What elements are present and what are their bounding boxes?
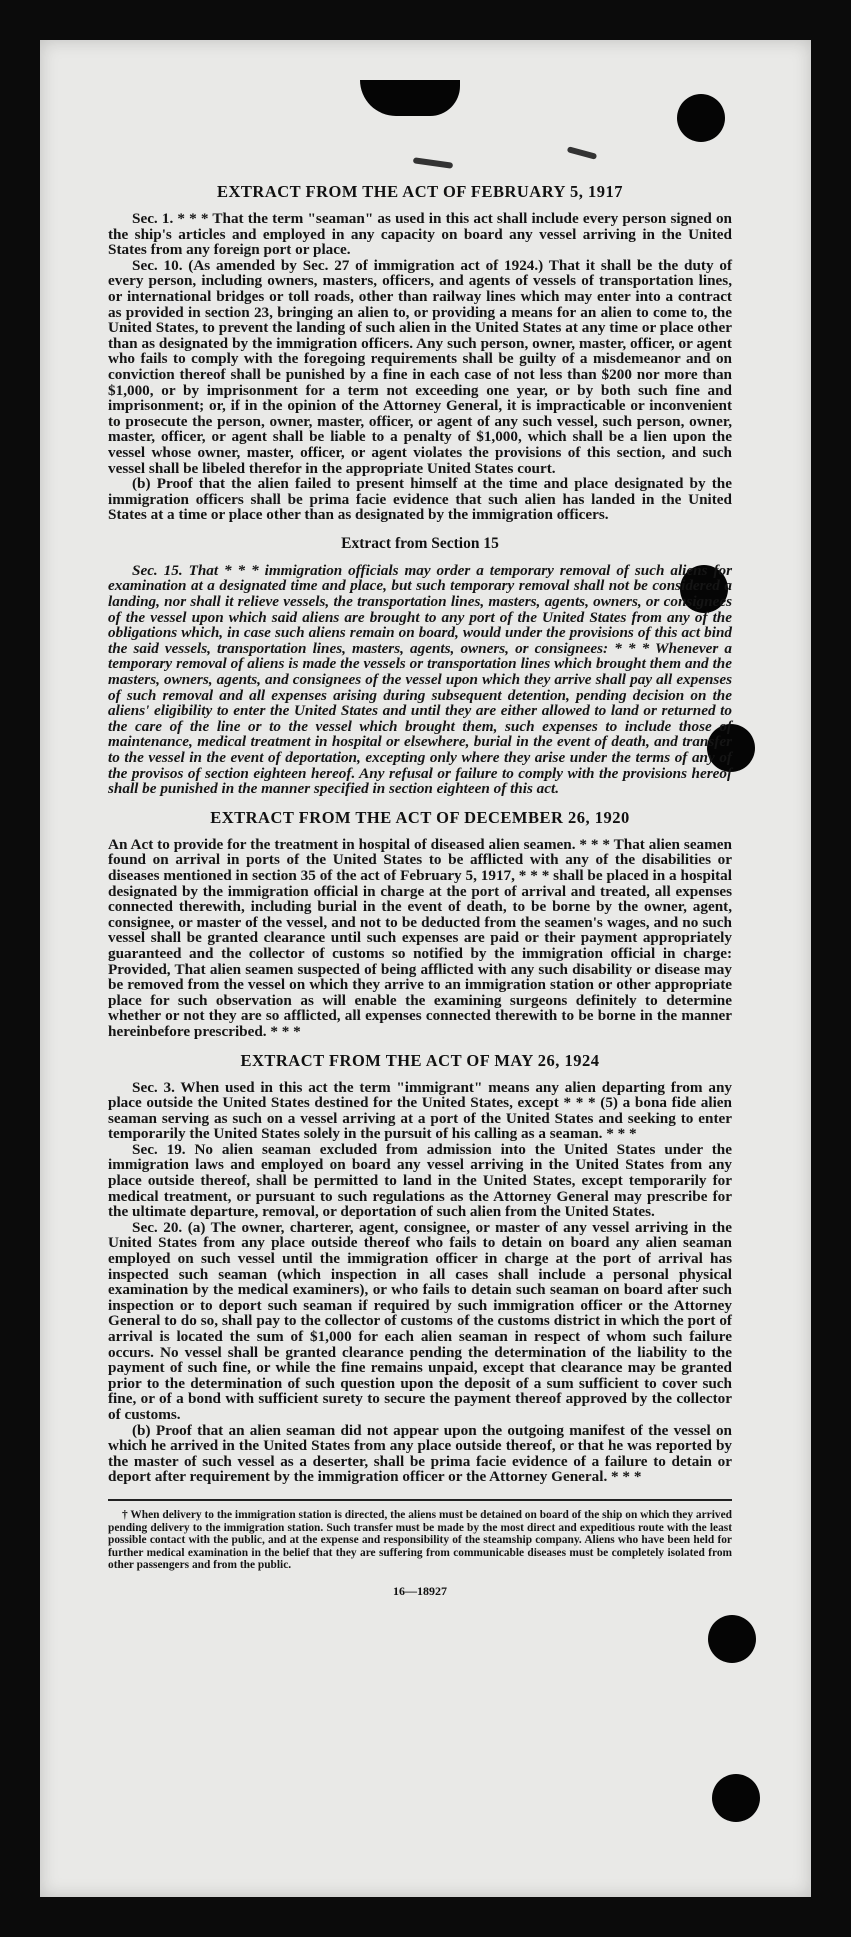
heading-act-1917: EXTRACT FROM THE ACT OF FEBRUARY 5, 1917	[217, 182, 623, 201]
ink-smudge	[567, 146, 598, 160]
form-number: 16—18927	[393, 1583, 447, 1598]
document-text	[108, 183, 732, 1599]
punch-hole	[712, 1774, 760, 1822]
paragraph-act-1920: An Act to provide for the treatment in hospital of diseased alien seamen. * * * That alien seamen found on arrival in ports of the United States to be afflicted with any of the disabilities or diseases mentioned in section 35 of the act of February 5, 1917, * * * shall be placed in a hospital designated by the immigration official in charge at the port of arrival and treated, all expenses connected therewith, including burial in the event of death, to be borne by the owner, agent, consignee, or master of the vessel, and not to be deducted from the seamen's wages, and no such vessel shall be granted clearance until such expenses are paid or their payment appropriately guaranteed and the collector of customs so notified by the immigration official in charge: Provided, That alien seamen suspected of being afflicted with any such disability or disease may be removed from the vessel on which they arrive to an immigration station or other appropriate place for such observation as will enable the examining surgeons definitely to determine whether or not they are so afflicted, all expenses connected therewith to be borne in the manner hereinbefore prescribed. * * *	[108, 835, 732, 1040]
section-1920	[108, 809, 732, 1040]
paragraph-sec15: Sec. 15. That * * * immigration officials may order a temporary removal of such aliens for examination at a designated time and place, but such temporary removal shall not be considered a landing, nor shall it relieve vessels, the transportation lines, masters, agents, owners, or consignees of the vessel upon which said aliens are brought to any port of the United States from any of the obligations which, in case such aliens remain on board, would under the provisions of this act bind the said vessels, transportation lines, masters, agents, owners, or consignees: * * * Whenever a temporary removal of aliens is made the vessels or transportation lines which brought them and the masters, owners, agents, and consignees of the vessel upon which they arrive shall pay all expenses of such removal and all expenses arising during subsequent detention, pending decision on the aliens' eligibility to enter the United States and until they are either allowed to land or returned to the care of the line or to the vessel which brought them, such expenses to include those of maintenance, medical treatment in hospital or elsewhere, burial in the event of death, and transfer to the vessel in the event of deportation, excepting only where they arise under the terms of any of the provisos of section eighteen hereof. Any refusal or failure to comply with the provisions hereof shall be punished in the manner specified in section eighteen of this act.	[108, 561, 732, 798]
paragraph-sec1: Sec. 1. * * * That the term "seaman" as used in this act shall include every person signed on the ship's articles and employed in any capacity on board any vessel arriving in the United States from any foreign port or place.	[108, 210, 732, 259]
footnote: † When delivery to the immigration station is directed, the aliens must be detained on board of the ship on which they arrived pending delivery to the immigration station. Such transfer must be made by the most direct and expeditious route with the least possible contact with the public, and at the expense and responsibility of the steamship company. Aliens who have been held for further medical examination in the belief that they are suffering from communicable diseases must be completely isolated from other passengers and from the public.	[108, 1508, 732, 1572]
heading-act-1924: EXTRACT FROM THE ACT OF MAY 26, 1924	[240, 1050, 600, 1070]
punch-hole	[708, 1615, 756, 1663]
section-1917	[108, 183, 732, 523]
paragraph-proof-b-1924: (b) Proof that an alien seaman did not appear upon the outgoing manifest of the vessel on which he arrived in the United States from any place outside thereof, or that he was reported by the master of such vessel as a deserter, shall be prima facie evidence of a failure to detain or deport after requirement by the immigration officer or the Attorney General. * * *	[108, 1421, 732, 1486]
ink-smudge	[413, 157, 453, 169]
paragraph-proof-b: (b) Proof that the alien failed to present himself at the time and place designated by the immigration officers shall be prima facie evidence that such alien has landed in the United States at a time or place other than as designated by the immigration officers.	[108, 475, 732, 524]
heading-act-1920: EXTRACT FROM THE ACT OF DECEMBER 26, 1920	[210, 807, 630, 827]
section-1924	[108, 1052, 732, 1485]
section-15	[108, 535, 732, 797]
subheading-section-15: Extract from Section 15	[341, 534, 499, 552]
divider	[108, 1499, 732, 1501]
footnote-block	[108, 1509, 732, 1599]
paragraph-sec10: Sec. 10. (As amended by Sec. 27 of immigration act of 1924.) That it shall be the duty of every person, including owners, masters, officers, and agents of vessels of transportation lines, or international bridges or toll roads, other than railway lines which may enter into a contract as provided in section 23, bringing an alien to, or providing a means for an alien to come to, the United States, to prevent the landing of such alien in the United States at any time or place other than as designated by the immigration officers. Any such person, owner, master, officer, or agent who fails to comply with the foregoing requirements shall be guilty of a misdemeanor and on conviction thereof shall be punished by a fine in each case of not less than $200 nor more than $1,000, or by imprisonment for a term not exceeding one year, or by both such fine and imprisonment; or, if in the opinion of the Attorney General, it is impracticable or inconvenient to prosecute the person, owner, master, officer, or agent of any such vessel, such person, owner, master, officer, or agent shall be liable to a penalty of $1,000, which shall be a lien upon the vessel whose owner, master, officer, or agent violates the provisions of this section, and such vessel shall be libeled therefor in the appropriate United States court.	[108, 256, 732, 477]
paragraph-sec3: Sec. 3. When used in this act the term "immigrant" means any alien departing from any place outside the United States destined for the United States, except * * * (5) a bona fide alien seaman serving as such on a vessel arriving at a port of the United States and seeking to enter temporarily the United States solely in the pursuit of his calling as a seaman. * * *	[108, 1078, 732, 1143]
punch-hole	[677, 94, 725, 142]
paragraph-sec19: Sec. 19. No alien seaman excluded from admission into the United States under the immigration laws and employed on board any vessel arriving in the United States from any place outside thereof, shall be permitted to land in the United States, except temporarily for medical treatment, or pursuant to such regulations as the Attorney General may prescribe for the ultimate departure, removal, or deportation of such alien from the United States.	[108, 1140, 732, 1221]
torn-corner	[360, 80, 460, 116]
paragraph-sec20: Sec. 20. (a) The owner, charterer, agent, consignee, or master of any vessel arriving in the United States from any place outside thereof who fails to detain on board any alien seaman employed on such vessel until the immigration officer in charge at the port of arrival has inspected such seaman (which inspection in all cases shall include a personal physical examination by the medical examiners), or who fails to detain such seaman on board after such inspection or to deport such seaman if required by such immigration officer or the Attorney General to do so, shall pay to the collector of customs of the customs district in which the port of arrival is located the sum of $1,000 for each alien seaman in respect of whom such failure occurs. No vessel shall be granted clearance pending the determination of the liability to the payment of such fine, or while the fine remains unpaid, except that clearance may be granted prior to the determination of such question upon the deposit of a sum sufficient to cover such fine, or of a bond with sufficient surety to secure the payment thereof approved by the collector of customs.	[108, 1218, 732, 1423]
